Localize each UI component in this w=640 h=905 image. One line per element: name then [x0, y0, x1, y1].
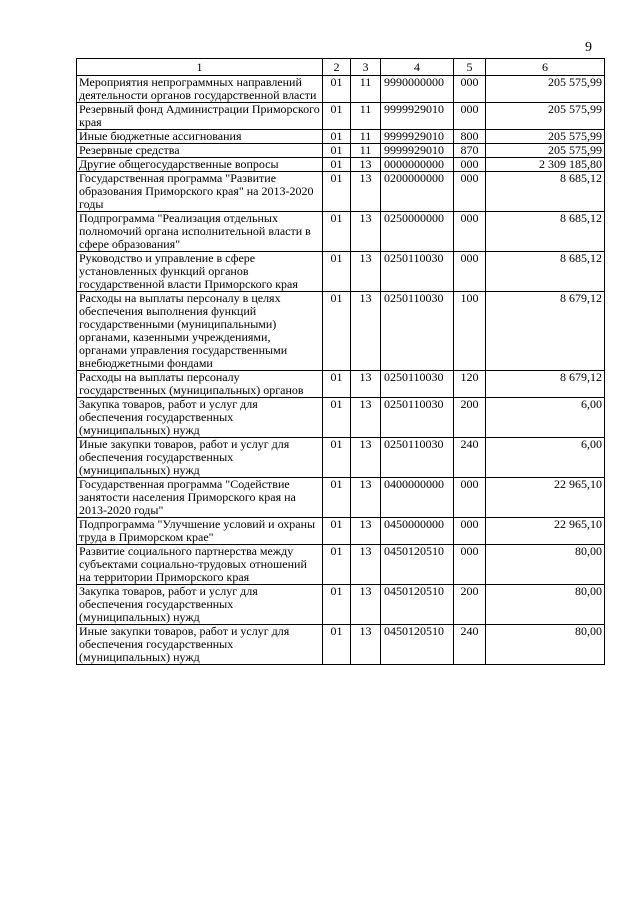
row-target-code: 0450120510 [381, 545, 454, 585]
row-amount: 205 575,99 [486, 103, 605, 130]
row-name: Закупка товаров, работ и услуг для обеспечения государственных (муниципальных) нужд [77, 585, 323, 625]
row-target-code: 9999929010 [381, 130, 454, 144]
row-expense-type: 240 [454, 625, 486, 665]
row-subsection: 13 [351, 478, 381, 518]
row-target-code: 0250000000 [381, 212, 454, 252]
row-expense-type: 000 [454, 478, 486, 518]
row-target-code: 9990000000 [381, 76, 454, 103]
row-section: 01 [323, 212, 351, 252]
row-name: Руководство и управление в сфере установленных функций органов государственной власти Приморского края [77, 252, 323, 292]
row-subsection: 11 [351, 103, 381, 130]
row-section: 01 [323, 158, 351, 172]
row-subsection: 13 [351, 158, 381, 172]
row-section: 01 [323, 625, 351, 665]
row-section: 01 [323, 130, 351, 144]
table-row [77, 438, 605, 478]
row-section: 01 [323, 438, 351, 478]
row-amount: 80,00 [486, 625, 605, 665]
row-expense-type: 800 [454, 130, 486, 144]
table-row [77, 518, 605, 545]
row-section: 01 [323, 76, 351, 103]
row-section: 01 [323, 172, 351, 212]
row-section: 01 [323, 398, 351, 438]
table-row [77, 172, 605, 212]
row-name: Резервные средства [77, 144, 323, 158]
row-name: Мероприятия непрограммных направлений деятельности органов государственной власти [77, 76, 323, 103]
row-expense-type: 100 [454, 292, 486, 371]
row-subsection: 13 [351, 252, 381, 292]
row-name: Резервный фонд Администрации Приморского края [77, 103, 323, 130]
table-row [77, 144, 605, 158]
row-name: Закупка товаров, работ и услуг для обеспечения государственных (муниципальных) нужд [77, 398, 323, 438]
row-name: Государственная программа "Содействие занятости населения Приморского края на 2013-2020 годы" [77, 478, 323, 518]
row-target-code: 0450000000 [381, 518, 454, 545]
table-row [77, 212, 605, 252]
row-target-code: 0250110030 [381, 252, 454, 292]
row-amount: 8 685,12 [486, 212, 605, 252]
row-target-code: 0250110030 [381, 371, 454, 398]
row-name: Расходы на выплаты персоналу государственных (муниципальных) органов [77, 371, 323, 398]
budget-table [76, 58, 605, 665]
row-target-code: 0200000000 [381, 172, 454, 212]
row-expense-type: 000 [454, 76, 486, 103]
table-row [77, 130, 605, 144]
row-expense-type: 200 [454, 398, 486, 438]
row-subsection: 13 [351, 398, 381, 438]
row-target-code: 0000000000 [381, 158, 454, 172]
row-subsection: 13 [351, 625, 381, 665]
column-header-target-code: 4 [381, 59, 454, 76]
table-row [77, 76, 605, 103]
row-target-code: 0400000000 [381, 478, 454, 518]
row-amount: 6,00 [486, 398, 605, 438]
table-row [77, 478, 605, 518]
row-expense-type: 000 [454, 103, 486, 130]
row-name: Иные закупки товаров, работ и услуг для обеспечения государственных (муниципальных) нужд [77, 438, 323, 478]
row-target-code: 0250110030 [381, 438, 454, 478]
table-header-row [77, 59, 605, 76]
row-amount: 205 575,99 [486, 76, 605, 103]
row-subsection: 13 [351, 172, 381, 212]
row-expense-type: 000 [454, 518, 486, 545]
row-expense-type: 870 [454, 144, 486, 158]
table-row [77, 371, 605, 398]
table-row [77, 158, 605, 172]
row-expense-type: 120 [454, 371, 486, 398]
column-header-expense-type: 5 [454, 59, 486, 76]
row-expense-type: 000 [454, 545, 486, 585]
row-target-code: 0450120510 [381, 585, 454, 625]
row-subsection: 13 [351, 371, 381, 398]
page-number: 9 [585, 40, 592, 55]
row-amount: 2 309 185,80 [486, 158, 605, 172]
row-target-code: 9999929010 [381, 144, 454, 158]
row-name: Другие общегосударственные вопросы [77, 158, 323, 172]
row-section: 01 [323, 252, 351, 292]
row-subsection: 11 [351, 130, 381, 144]
row-section: 01 [323, 545, 351, 585]
row-name: Иные закупки товаров, работ и услуг для обеспечения государственных (муниципальных) нужд [77, 625, 323, 665]
row-amount: 22 965,10 [486, 478, 605, 518]
row-name: Расходы на выплаты персоналу в целях обеспечения выполнения функций государственными (муниципальными) органами, казенными учреждениями, органами управления государственными внебюджетными фондами [77, 292, 323, 371]
row-name: Иные бюджетные ассигнования [77, 130, 323, 144]
row-expense-type: 240 [454, 438, 486, 478]
row-target-code: 0250110030 [381, 398, 454, 438]
row-section: 01 [323, 371, 351, 398]
row-amount: 80,00 [486, 545, 605, 585]
row-name: Государственная программа "Развитие образования Приморского края" на 2013-2020 годы [77, 172, 323, 212]
row-section: 01 [323, 144, 351, 158]
row-target-code: 0450120510 [381, 625, 454, 665]
row-subsection: 11 [351, 76, 381, 103]
row-subsection: 13 [351, 292, 381, 371]
row-amount: 8 685,12 [486, 172, 605, 212]
table-row [77, 398, 605, 438]
row-amount: 205 575,99 [486, 130, 605, 144]
row-name: Подпрограмма "Реализация отдельных полномочий органа исполнительной власти в сфере образования" [77, 212, 323, 252]
row-subsection: 13 [351, 545, 381, 585]
table-row [77, 625, 605, 665]
row-expense-type: 200 [454, 585, 486, 625]
row-amount: 80,00 [486, 585, 605, 625]
table-row [77, 585, 605, 625]
row-expense-type: 000 [454, 252, 486, 292]
table-row [77, 103, 605, 130]
table-row [77, 545, 605, 585]
row-expense-type: 000 [454, 172, 486, 212]
row-amount: 22 965,10 [486, 518, 605, 545]
table-row [77, 252, 605, 292]
row-section: 01 [323, 518, 351, 545]
row-subsection: 13 [351, 438, 381, 478]
table-body [77, 76, 605, 665]
row-subsection: 13 [351, 212, 381, 252]
column-header-name: 1 [77, 59, 323, 76]
row-target-code: 9999929010 [381, 103, 454, 130]
row-amount: 8 679,12 [486, 292, 605, 371]
column-header-amount: 6 [486, 59, 605, 76]
table-row [77, 292, 605, 371]
row-section: 01 [323, 292, 351, 371]
row-subsection: 13 [351, 518, 381, 545]
column-header-section: 2 [323, 59, 351, 76]
row-section: 01 [323, 103, 351, 130]
row-target-code: 0250110030 [381, 292, 454, 371]
row-amount: 205 575,99 [486, 144, 605, 158]
row-subsection: 13 [351, 585, 381, 625]
row-name: Развитие социального партнерства между субъектами социально-трудовых отношений на территории Приморского края [77, 545, 323, 585]
row-subsection: 11 [351, 144, 381, 158]
row-amount: 8 685,12 [486, 252, 605, 292]
row-amount: 8 679,12 [486, 371, 605, 398]
column-header-subsection: 3 [351, 59, 381, 76]
row-expense-type: 000 [454, 212, 486, 252]
row-expense-type: 000 [454, 158, 486, 172]
row-name: Подпрограмма "Улучшение условий и охраны труда в Приморском крае" [77, 518, 323, 545]
row-section: 01 [323, 478, 351, 518]
row-section: 01 [323, 585, 351, 625]
row-amount: 6,00 [486, 438, 605, 478]
